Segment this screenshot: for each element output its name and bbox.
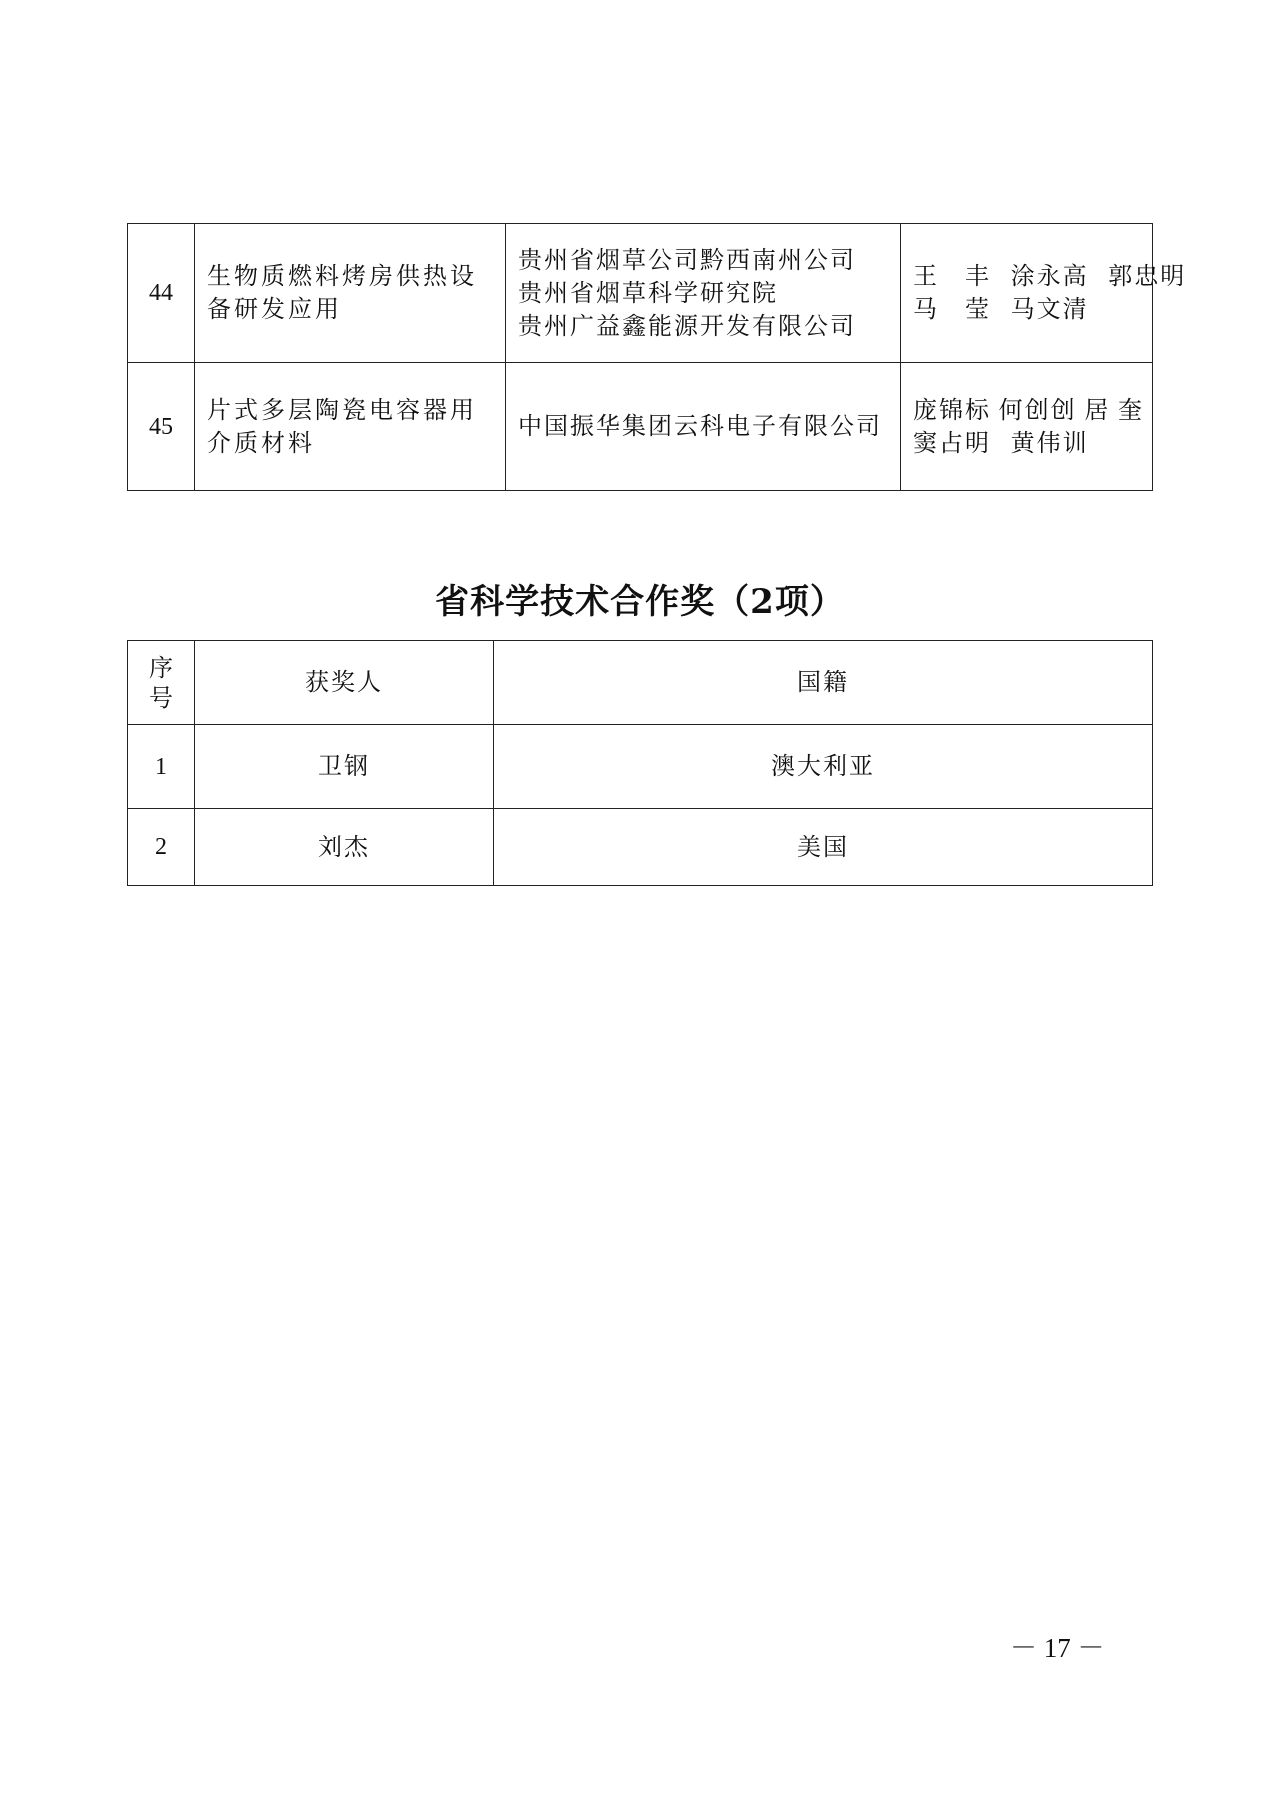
completing-persons — [901, 224, 1187, 363]
row-number: 44 — [128, 224, 195, 363]
person-name: 庞锦标 — [913, 395, 991, 424]
table-row — [128, 224, 1153, 363]
persons-line — [913, 394, 1144, 427]
project-name-line: 生物质燃料烤房供热设 — [207, 262, 477, 290]
project-name-line: 介质材料 — [207, 428, 315, 457]
project-name-line: 备研发应用 — [207, 295, 342, 323]
unit-line: 贵州省烟草公司黔西南州公司 — [518, 245, 856, 274]
person-name: 郭忠明 — [1108, 262, 1187, 290]
header-number: 序 号 — [128, 641, 195, 725]
persons-line — [913, 293, 1144, 326]
header-nationality: 国籍 — [494, 641, 1153, 725]
row-number: 1 — [128, 725, 195, 809]
person-name: 窦占明 — [913, 428, 991, 457]
nationality: 美国 — [494, 809, 1153, 886]
person-name: 王 丰 — [913, 262, 991, 290]
table-header-row — [128, 641, 1153, 725]
person-name: 马文清 — [1010, 295, 1089, 323]
table-row — [128, 725, 1153, 809]
person-name: 黄伟训 — [1010, 428, 1089, 457]
winner-name: 刘杰 — [195, 809, 494, 886]
person-name: 何创创 — [998, 395, 1077, 424]
persons-line — [913, 260, 1187, 293]
awards-table — [127, 223, 1187, 491]
project-name — [195, 224, 506, 363]
row-number: 45 — [128, 363, 195, 491]
persons-line — [913, 427, 1144, 460]
person-name: 涂永高 — [1010, 262, 1089, 290]
person-name: 马 莹 — [913, 295, 991, 323]
person-name: 居 — [1084, 395, 1111, 424]
section-title: 省科学技术合作奖（2项） — [435, 582, 845, 622]
table-row — [128, 809, 1153, 886]
person-name: 奎 — [1117, 395, 1144, 424]
header-winner: 获奖人 — [195, 641, 494, 725]
completing-units — [506, 224, 901, 363]
page-number: － 17 － — [1010, 1633, 1105, 1663]
completing-units — [506, 363, 901, 491]
unit-line: 贵州省烟草科学研究院 — [518, 278, 778, 307]
nationality: 澳大利亚 — [494, 725, 1153, 809]
table-row — [128, 363, 1153, 491]
project-name — [195, 363, 506, 491]
completing-persons — [901, 363, 1153, 491]
unit-line: 贵州广益鑫能源开发有限公司 — [518, 311, 856, 340]
project-name-line: 片式多层陶瓷电容器用 — [207, 395, 477, 424]
row-number: 2 — [128, 809, 195, 886]
winner-name: 卫钢 — [195, 725, 494, 809]
unit-line: 中国振华集团云科电子有限公司 — [518, 412, 882, 440]
cooperation-award-table — [127, 640, 1153, 886]
